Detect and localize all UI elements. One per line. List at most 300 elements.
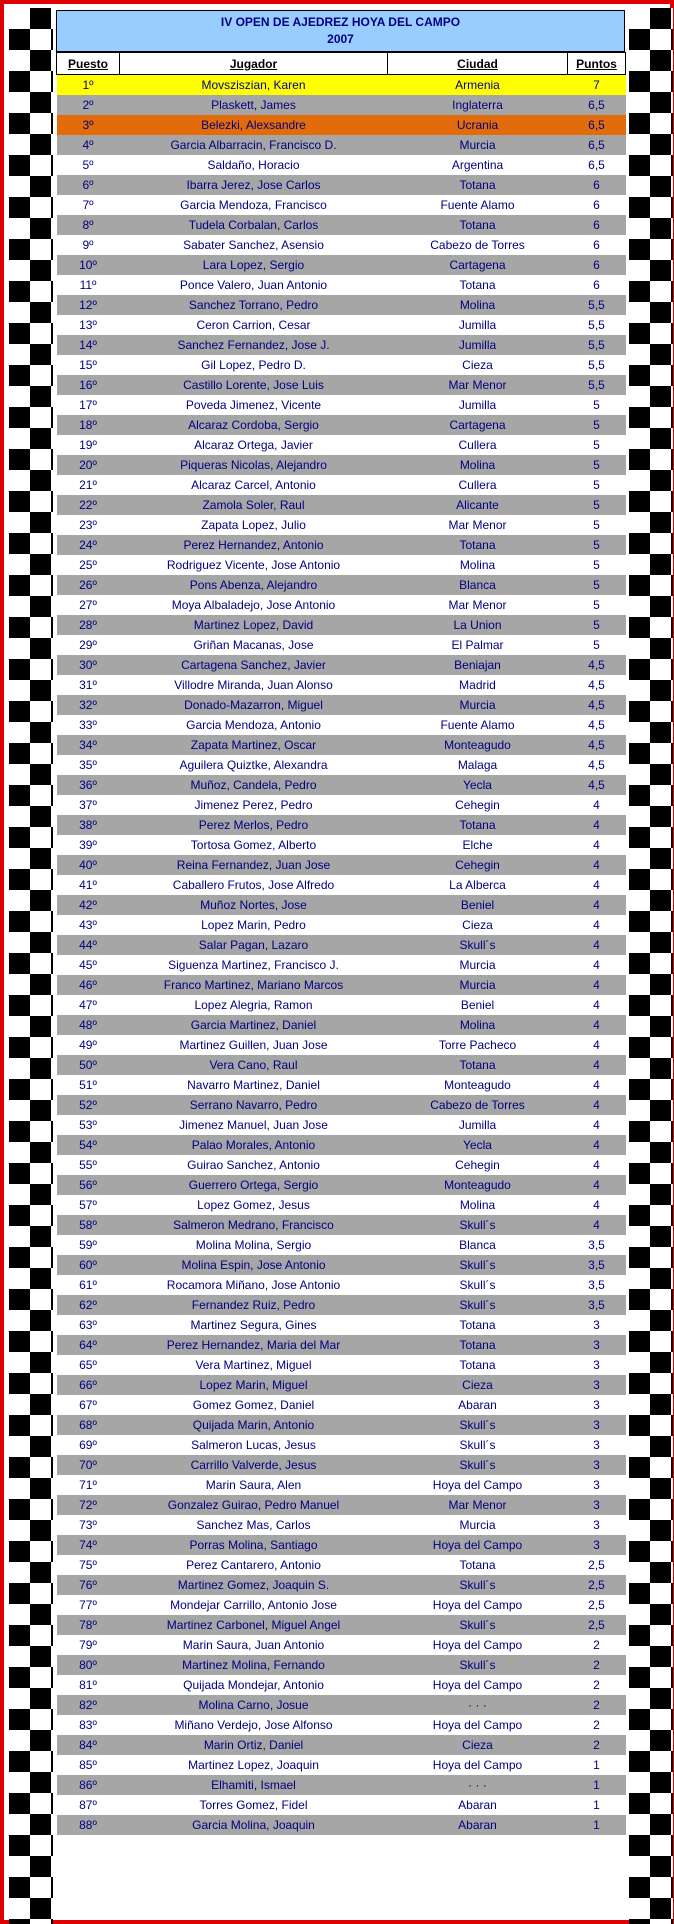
cell-city: Totana: [388, 1335, 568, 1355]
table-row: [57, 755, 626, 775]
header-points: Puntos: [568, 53, 626, 75]
cell-points: 6,5: [568, 135, 626, 155]
cell-points: 5,5: [568, 355, 626, 375]
table-row: [57, 795, 626, 815]
table-row: [57, 1215, 626, 1235]
table-row: [57, 1015, 626, 1035]
cell-position: 24º: [57, 535, 120, 555]
table-row: [57, 1695, 626, 1715]
table-row: [57, 855, 626, 875]
table-row: [57, 135, 626, 155]
table-row: [57, 335, 626, 355]
cell-city: Skull´s: [388, 1615, 568, 1635]
cell-points: 5: [568, 395, 626, 415]
cell-points: 4: [568, 815, 626, 835]
table-row: [57, 1335, 626, 1355]
cell-points: 4: [568, 1015, 626, 1035]
cell-city: Cieza: [388, 1375, 568, 1395]
cell-player: Salmeron Medrano, Francisco: [120, 1215, 388, 1235]
cell-points: 1: [568, 1795, 626, 1815]
cell-player: Movsziszian, Karen: [120, 75, 388, 96]
cell-points: 3: [568, 1515, 626, 1535]
cell-player: Navarro Martinez, Daniel: [120, 1075, 388, 1095]
table-row: [57, 1035, 626, 1055]
cell-position: 23º: [57, 515, 120, 535]
cell-player: Martinez Segura, Gines: [120, 1315, 388, 1335]
table-row: [57, 1535, 626, 1555]
cell-city: Murcia: [388, 695, 568, 715]
cell-player: Saldaño, Horacio: [120, 155, 388, 175]
cell-city: Monteagudo: [388, 1175, 568, 1195]
table-row: [57, 1555, 626, 1575]
cell-points: 2: [568, 1715, 626, 1735]
cell-points: 4: [568, 1115, 626, 1135]
cell-points: 2: [568, 1735, 626, 1755]
cell-points: 6: [568, 255, 626, 275]
cell-player: Jimenez Perez, Pedro: [120, 795, 388, 815]
cell-position: 47º: [57, 995, 120, 1015]
cell-points: 3: [568, 1435, 626, 1455]
cell-city: · · ·: [388, 1695, 568, 1715]
cell-player: Molina Espin, Jose Antonio: [120, 1255, 388, 1275]
cell-city: Ucrania: [388, 115, 568, 135]
standings-body: [57, 75, 626, 1836]
cell-player: Sanchez Torrano, Pedro: [120, 295, 388, 315]
table-row: [57, 75, 626, 96]
table-row: [57, 1795, 626, 1815]
cell-city: Monteagudo: [388, 735, 568, 755]
cell-points: 1: [568, 1815, 626, 1835]
cell-position: 45º: [57, 955, 120, 975]
cell-player: Carrillo Valverde, Jesus: [120, 1455, 388, 1475]
cell-player: Sanchez Fernandez, Jose J.: [120, 335, 388, 355]
header-city: Ciudad: [388, 53, 568, 75]
cell-player: Donado-Mazarron, Miguel: [120, 695, 388, 715]
cell-points: 4,5: [568, 655, 626, 675]
cell-position: 14º: [57, 335, 120, 355]
cell-position: 32º: [57, 695, 120, 715]
cell-city: Hoya del Campo: [388, 1535, 568, 1555]
cell-position: 60º: [57, 1255, 120, 1275]
table-row: [57, 375, 626, 395]
cell-points: 5: [568, 455, 626, 475]
cell-city: Totana: [388, 535, 568, 555]
cell-position: 78º: [57, 1615, 120, 1635]
table-row: [57, 435, 626, 455]
cell-position: 25º: [57, 555, 120, 575]
cell-city: Hoya del Campo: [388, 1715, 568, 1735]
cell-position: 67º: [57, 1395, 120, 1415]
cell-position: 46º: [57, 975, 120, 995]
cell-player: Siguenza Martinez, Francisco J.: [120, 955, 388, 975]
cell-city: Fuente Alamo: [388, 715, 568, 735]
cell-city: Hoya del Campo: [388, 1675, 568, 1695]
cell-player: Gil Lopez, Pedro D.: [120, 355, 388, 375]
cell-city: Argentina: [388, 155, 568, 175]
cell-city: Skull´s: [388, 1255, 568, 1275]
cell-points: 6: [568, 235, 626, 255]
cell-player: Sabater Sanchez, Asensio: [120, 235, 388, 255]
cell-city: Molina: [388, 295, 568, 315]
table-row: [57, 935, 626, 955]
table-row: [57, 175, 626, 195]
cell-city: Abaran: [388, 1395, 568, 1415]
cell-points: 3: [568, 1375, 626, 1395]
cell-position: 4º: [57, 135, 120, 155]
standings-table: [56, 52, 626, 1835]
cell-position: 2º: [57, 95, 120, 115]
cell-position: 65º: [57, 1355, 120, 1375]
cell-points: 3: [568, 1475, 626, 1495]
cell-player: Perez Cantarero, Antonio: [120, 1555, 388, 1575]
cell-player: Muñoz Nortes, Jose: [120, 895, 388, 915]
cell-position: 71º: [57, 1475, 120, 1495]
table-row: [57, 1675, 626, 1695]
cell-player: Rocamora Miñano, Jose Antonio: [120, 1275, 388, 1295]
cell-city: Totana: [388, 215, 568, 235]
table-row: [57, 1455, 626, 1475]
table-row: [57, 295, 626, 315]
table-row: [57, 975, 626, 995]
table-row: [57, 895, 626, 915]
table-row: [57, 195, 626, 215]
cell-player: Villodre Miranda, Juan Alonso: [120, 675, 388, 695]
cell-player: Alcaraz Ortega, Javier: [120, 435, 388, 455]
cell-position: 28º: [57, 615, 120, 635]
table-row: [57, 275, 626, 295]
cell-player: Marin Saura, Alen: [120, 1475, 388, 1495]
table-row: [57, 695, 626, 715]
cell-city: Torre Pacheco: [388, 1035, 568, 1055]
cell-position: 76º: [57, 1575, 120, 1595]
cell-position: 39º: [57, 835, 120, 855]
cell-position: 13º: [57, 315, 120, 335]
table-row: [57, 775, 626, 795]
cell-points: 5: [568, 575, 626, 595]
cell-player: Cartagena Sanchez, Javier: [120, 655, 388, 675]
cell-city: Beniel: [388, 995, 568, 1015]
cell-points: 4: [568, 935, 626, 955]
cell-player: Miñano Verdejo, Jose Alfonso: [120, 1715, 388, 1735]
cell-player: Gomez Gomez, Daniel: [120, 1395, 388, 1415]
cell-points: 2: [568, 1655, 626, 1675]
cell-player: Moya Albaladejo, Jose Antonio: [120, 595, 388, 615]
cell-position: 12º: [57, 295, 120, 315]
cell-points: 5: [568, 635, 626, 655]
cell-city: Mar Menor: [388, 595, 568, 615]
cell-player: Caballero Frutos, Jose Alfredo: [120, 875, 388, 895]
cell-position: 69º: [57, 1435, 120, 1455]
table-row: [57, 615, 626, 635]
table-row: [57, 495, 626, 515]
cell-player: Jimenez Manuel, Juan Jose: [120, 1115, 388, 1135]
cell-points: 4: [568, 1155, 626, 1175]
table-row: [57, 1275, 626, 1295]
cell-city: Skull´s: [388, 935, 568, 955]
table-row: [57, 655, 626, 675]
cell-position: 41º: [57, 875, 120, 895]
cell-position: 5º: [57, 155, 120, 175]
cell-player: Belezki, Alexsandre: [120, 115, 388, 135]
tournament-title-block: [56, 10, 625, 52]
cell-position: 86º: [57, 1775, 120, 1795]
table-row: [57, 315, 626, 335]
cell-position: 66º: [57, 1375, 120, 1395]
cell-position: 74º: [57, 1535, 120, 1555]
table-row: [57, 1135, 626, 1155]
cell-points: 3: [568, 1355, 626, 1375]
cell-position: 81º: [57, 1675, 120, 1695]
cell-position: 75º: [57, 1555, 120, 1575]
cell-points: 1: [568, 1755, 626, 1775]
header-row: [57, 53, 626, 75]
table-row: [57, 1515, 626, 1535]
table-row: [57, 955, 626, 975]
cell-points: 4,5: [568, 775, 626, 795]
cell-city: Totana: [388, 175, 568, 195]
cell-points: 4: [568, 1195, 626, 1215]
cell-player: Marin Saura, Juan Antonio: [120, 1635, 388, 1655]
cell-points: 4: [568, 915, 626, 935]
cell-city: Cullera: [388, 475, 568, 495]
cell-points: 5: [568, 415, 626, 435]
table-row: [57, 1375, 626, 1395]
cell-points: 4: [568, 955, 626, 975]
cell-city: Malaga: [388, 755, 568, 775]
cell-city: Abaran: [388, 1815, 568, 1835]
cell-city: Murcia: [388, 1515, 568, 1535]
cell-points: 5: [568, 515, 626, 535]
table-row: [57, 1355, 626, 1375]
cell-points: 1: [568, 1775, 626, 1795]
table-row: [57, 555, 626, 575]
table-row: [57, 1475, 626, 1495]
cell-player: Serrano Navarro, Pedro: [120, 1095, 388, 1115]
cell-position: 36º: [57, 775, 120, 795]
cell-points: 5: [568, 495, 626, 515]
cell-position: 30º: [57, 655, 120, 675]
cell-city: Totana: [388, 815, 568, 835]
cell-points: 2: [568, 1695, 626, 1715]
cell-city: Hoya del Campo: [388, 1595, 568, 1615]
cell-player: Salmeron Lucas, Jesus: [120, 1435, 388, 1455]
cell-points: 3: [568, 1495, 626, 1515]
cell-city: Jumilla: [388, 1115, 568, 1135]
cell-city: Beniajan: [388, 655, 568, 675]
cell-player: Fernandez Ruiz, Pedro: [120, 1295, 388, 1315]
cell-city: Cabezo de Torres: [388, 1095, 568, 1115]
cell-city: Abaran: [388, 1795, 568, 1815]
table-row: [57, 1175, 626, 1195]
cell-city: Cabezo de Torres: [388, 235, 568, 255]
table-row: [57, 715, 626, 735]
cell-points: 4: [568, 1135, 626, 1155]
cell-city: La Alberca: [388, 875, 568, 895]
cell-player: Pons Abenza, Alejandro: [120, 575, 388, 595]
cell-player: Quijada Marin, Antonio: [120, 1415, 388, 1435]
cell-position: 19º: [57, 435, 120, 455]
cell-position: 1º: [57, 75, 120, 96]
cell-city: Molina: [388, 1195, 568, 1215]
cell-city: Hoya del Campo: [388, 1475, 568, 1495]
table-row: [57, 255, 626, 275]
cell-player: Garcia Albarracin, Francisco D.: [120, 135, 388, 155]
cell-position: 58º: [57, 1215, 120, 1235]
cell-city: Hoya del Campo: [388, 1635, 568, 1655]
cell-player: Rodriguez Vicente, Jose Antonio: [120, 555, 388, 575]
cell-city: Mar Menor: [388, 515, 568, 535]
cell-points: 3: [568, 1455, 626, 1475]
cell-city: Skull´s: [388, 1655, 568, 1675]
cell-position: 48º: [57, 1015, 120, 1035]
table-row: [57, 1715, 626, 1735]
cell-position: 9º: [57, 235, 120, 255]
cell-player: Perez Hernandez, Maria del Mar: [120, 1335, 388, 1355]
cell-city: Yecla: [388, 775, 568, 795]
cell-points: 3,5: [568, 1275, 626, 1295]
table-row: [57, 575, 626, 595]
cell-points: 4: [568, 1055, 626, 1075]
cell-position: 27º: [57, 595, 120, 615]
table-row: [57, 1195, 626, 1215]
cell-points: 4: [568, 835, 626, 855]
cell-city: Cieza: [388, 1735, 568, 1755]
table-row: [57, 155, 626, 175]
cell-city: Beniel: [388, 895, 568, 915]
cell-city: Totana: [388, 275, 568, 295]
cell-city: Mar Menor: [388, 375, 568, 395]
cell-city: Murcia: [388, 975, 568, 995]
cell-player: Muñoz, Candela, Pedro: [120, 775, 388, 795]
cell-position: 50º: [57, 1055, 120, 1075]
table-row: [57, 1755, 626, 1775]
cell-player: Guerrero Ortega, Sergio: [120, 1175, 388, 1195]
cell-points: 5,5: [568, 295, 626, 315]
tournament-title: IV OPEN DE AJEDREZ HOYA DEL CAMPO: [220, 15, 461, 29]
cell-position: 53º: [57, 1115, 120, 1135]
cell-points: 5: [568, 615, 626, 635]
cell-position: 73º: [57, 1515, 120, 1535]
cell-city: Molina: [388, 1015, 568, 1035]
cell-city: Jumilla: [388, 335, 568, 355]
cell-city: Cehegin: [388, 795, 568, 815]
table-row: [57, 1315, 626, 1335]
table-row: [57, 1775, 626, 1795]
table-row: [57, 1595, 626, 1615]
cell-position: 56º: [57, 1175, 120, 1195]
cell-points: 3: [568, 1415, 626, 1435]
cell-points: 5: [568, 535, 626, 555]
cell-position: 10º: [57, 255, 120, 275]
cell-points: 5: [568, 555, 626, 575]
table-row: [57, 215, 626, 235]
table-row: [57, 355, 626, 375]
cell-position: 6º: [57, 175, 120, 195]
cell-player: Aguilera Quiztke, Alexandra: [120, 755, 388, 775]
table-row: [57, 1075, 626, 1095]
cell-position: 11º: [57, 275, 120, 295]
cell-points: 3,5: [568, 1235, 626, 1255]
cell-city: Inglaterra: [388, 95, 568, 115]
cell-points: 4: [568, 1095, 626, 1115]
cell-city: Blanca: [388, 575, 568, 595]
cell-position: 70º: [57, 1455, 120, 1475]
table-row: [57, 635, 626, 655]
cell-city: Totana: [388, 1055, 568, 1075]
cell-player: Porras Molina, Santiago: [120, 1535, 388, 1555]
cell-player: Mondejar Carrillo, Antonio Jose: [120, 1595, 388, 1615]
cell-position: 59º: [57, 1235, 120, 1255]
cell-city: Skull´s: [388, 1435, 568, 1455]
cell-player: Zapata Martinez, Oscar: [120, 735, 388, 755]
cell-city: Elche: [388, 835, 568, 855]
table-row: [57, 1735, 626, 1755]
cell-points: 5: [568, 435, 626, 455]
cell-position: 37º: [57, 795, 120, 815]
table-row: [57, 735, 626, 755]
cell-position: 63º: [57, 1315, 120, 1335]
cell-position: 43º: [57, 915, 120, 935]
cell-points: 4: [568, 795, 626, 815]
table-row: [57, 95, 626, 115]
cell-points: 4: [568, 1175, 626, 1195]
cell-player: Ceron Carrion, Cesar: [120, 315, 388, 335]
cell-city: Cieza: [388, 355, 568, 375]
cell-position: 82º: [57, 1695, 120, 1715]
header-player: Jugador: [120, 53, 388, 75]
cell-points: 3,5: [568, 1295, 626, 1315]
cell-city: Totana: [388, 1315, 568, 1335]
cell-player: Martinez Guillen, Juan Jose: [120, 1035, 388, 1055]
table-row: [57, 1435, 626, 1455]
cell-position: 7º: [57, 195, 120, 215]
cell-points: 3: [568, 1535, 626, 1555]
table-row: [57, 875, 626, 895]
cell-position: 79º: [57, 1635, 120, 1655]
cell-player: Garcia Martinez, Daniel: [120, 1015, 388, 1035]
cell-points: 2: [568, 1675, 626, 1695]
cell-player: Perez Merlos, Pedro: [120, 815, 388, 835]
cell-city: Cieza: [388, 915, 568, 935]
table-row: [57, 1575, 626, 1595]
cell-points: 5: [568, 475, 626, 495]
cell-points: 2,5: [568, 1615, 626, 1635]
cell-position: 15º: [57, 355, 120, 375]
cell-points: 4,5: [568, 715, 626, 735]
cell-points: 6: [568, 275, 626, 295]
cell-points: 4,5: [568, 755, 626, 775]
cell-position: 54º: [57, 1135, 120, 1155]
cell-city: Skull´s: [388, 1275, 568, 1295]
cell-position: 18º: [57, 415, 120, 435]
cell-position: 72º: [57, 1495, 120, 1515]
cell-city: Skull´s: [388, 1215, 568, 1235]
cell-points: 7: [568, 75, 626, 96]
cell-player: Garcia Mendoza, Francisco: [120, 195, 388, 215]
cell-position: 31º: [57, 675, 120, 695]
table-row: [57, 1655, 626, 1675]
cell-player: Lopez Gomez, Jesus: [120, 1195, 388, 1215]
cell-points: 5,5: [568, 335, 626, 355]
cell-position: 35º: [57, 755, 120, 775]
cell-position: 29º: [57, 635, 120, 655]
table-row: [57, 415, 626, 435]
table-row: [57, 1295, 626, 1315]
table-row: [57, 815, 626, 835]
table-row: [57, 475, 626, 495]
cell-player: Palao Morales, Antonio: [120, 1135, 388, 1155]
cell-points: 4: [568, 1035, 626, 1055]
